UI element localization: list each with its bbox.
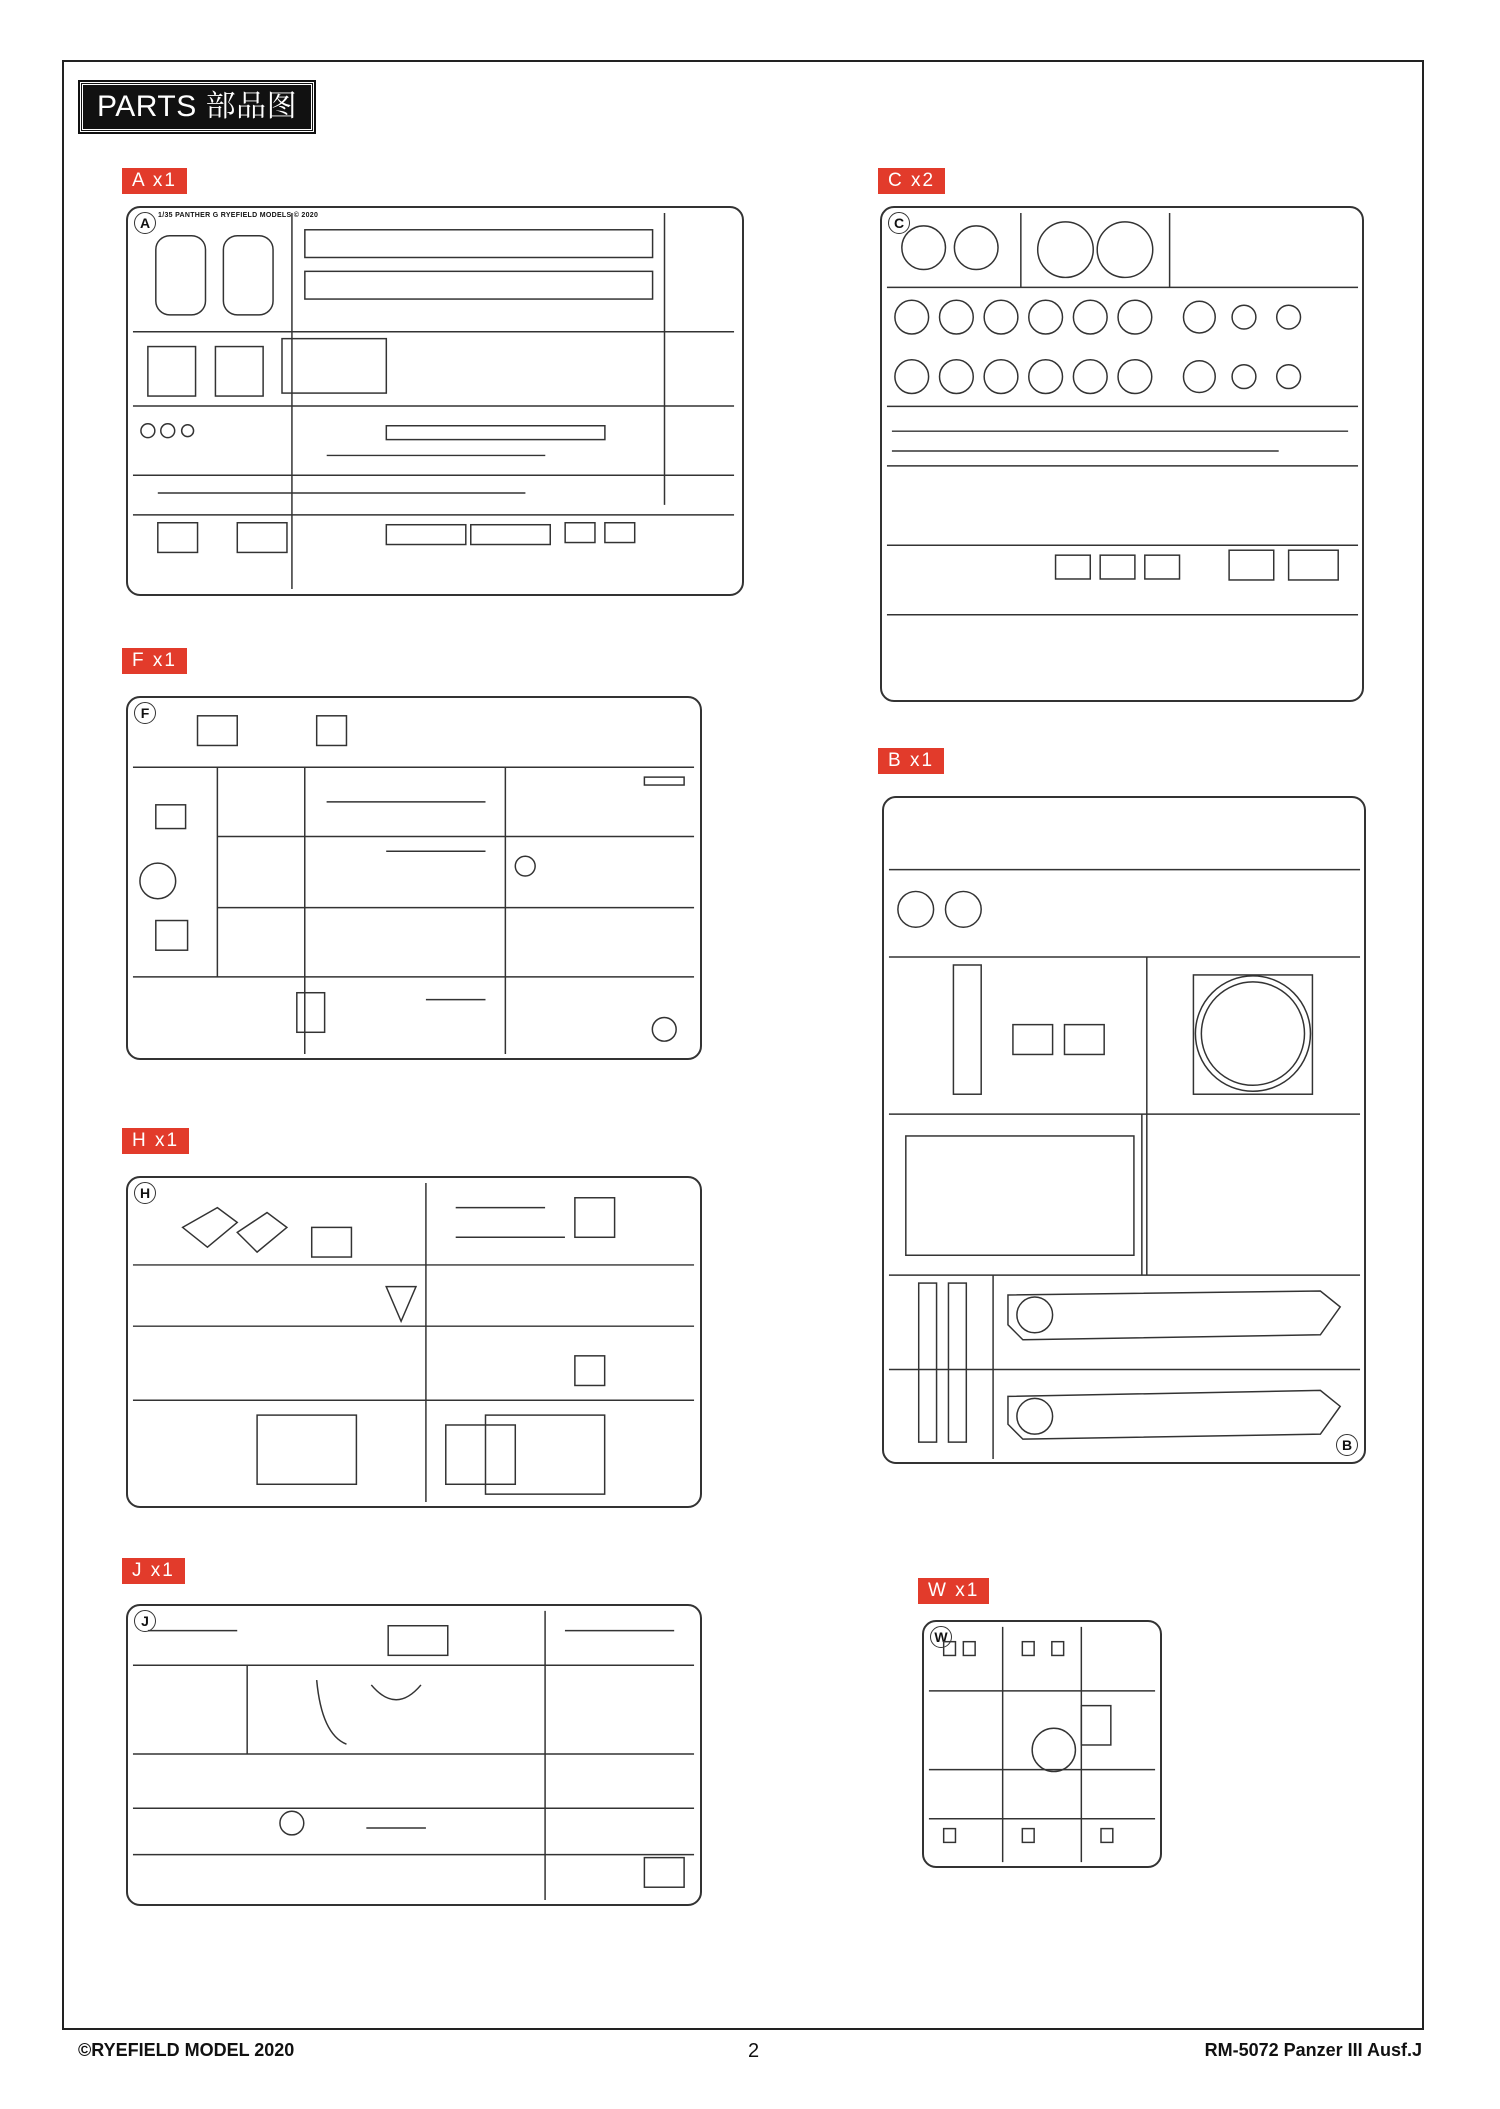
sprue-b-label: B x1 [878,748,944,774]
sprue-f-diagram [126,696,702,1060]
copyright-text: ©RYEFIELD MODEL 2020 [78,2040,295,2060]
sprue-a-label: A x1 [122,168,187,194]
sprue-b-parts [884,798,1364,1462]
sprue-a-diagram [126,206,744,596]
sprue-w-label: W x1 [918,1578,989,1604]
sprue-c-diagram [880,206,1364,702]
sprue-j-letter: J [134,1610,156,1632]
sprue-b-letter: B [1336,1434,1358,1456]
sprue-h-diagram [126,1176,702,1508]
sprue-f-label: F x1 [122,648,187,674]
sprue-h-letter: H [134,1182,156,1204]
sprue-c-letter: C [888,212,910,234]
sprue-j-label: J x1 [122,1558,185,1584]
sprue-f-letter: F [134,702,156,724]
sprue-w-parts [924,1622,1160,1866]
sprue-j-diagram [126,1604,702,1906]
sprue-w-letter: W [930,1626,952,1648]
sprue-a-parts [128,208,742,594]
page-number: 2 [748,2040,760,2062]
sprue-h-parts [128,1178,700,1506]
page-title: PARTS 部品图 [80,82,314,132]
sprue-b-diagram [882,796,1366,1464]
sprue-c-parts [882,208,1362,700]
sprue-c-label: C x2 [878,168,945,194]
sprue-j-parts [128,1606,700,1904]
sprue-w-diagram [922,1620,1162,1868]
sprue-h-label: H x1 [122,1128,189,1154]
sprue-a-letter: A [134,212,156,234]
sprue-f-parts [128,698,700,1058]
product-code: RM-5072 Panzer III Ausf.J [1204,2040,1422,2060]
sprue-a-molded-text: 1/35 PANTHER G RYEFIELD MODELS © 2020 [158,212,319,219]
